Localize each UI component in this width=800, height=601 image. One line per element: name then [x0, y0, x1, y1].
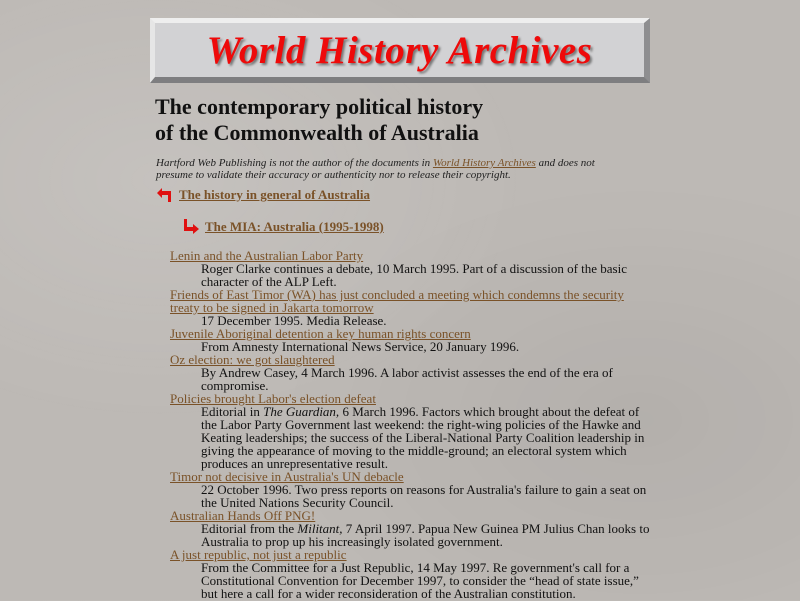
description-text: From Amnesty International News Service, 20 January 1996.	[201, 339, 520, 354]
arrow-down-right-icon	[183, 219, 199, 235]
entry-description	[201, 561, 655, 600]
entry-link[interactable]: Friends of East Timor (WA) has just concluded a meeting which condemns the security treaty to be signed in Jakarta tomorrow	[170, 287, 624, 315]
disclaimer-text-end: and does not presume to validate their accuracy or authenticity nor to release their copyright.	[156, 157, 595, 181]
entry-description	[201, 366, 655, 392]
nav-down	[183, 219, 384, 235]
description-text: 7 April 1997. Papua New Guinea PM Julius Chan looks to Australia to prop up his increasingly isolated government.	[201, 521, 650, 549]
entry-link[interactable]: Juvenile Aboriginal detention a key human rights concern	[170, 326, 471, 341]
page-title	[155, 94, 483, 146]
entry-link[interactable]: Oz election: we got slaughtered	[170, 352, 335, 367]
entry-description	[201, 522, 655, 548]
disclaimer-text: Hartford Web Publishing is not the author of the documents in	[156, 157, 433, 169]
description-text: Militant,	[297, 521, 343, 536]
description-text: From the Committee for a Just Republic, 14 May 1997. Re government's call for a Constitutional Convention for December 1997, to consider the “head of state issue,” but here a call for a wider reconsideration of the Australian constitution.	[201, 560, 639, 601]
banner-title: World History Archives	[206, 28, 593, 72]
entry-description	[201, 483, 655, 509]
mia-australia-link[interactable]: The MIA: Australia (1995-1998)	[205, 219, 384, 234]
description-text: Editorial from the	[201, 521, 298, 536]
entry-link[interactable]: Policies brought Labor's election defeat	[170, 391, 376, 406]
entry-link[interactable]: Lenin and the Australian Labor Party	[170, 248, 364, 263]
description-text: 22 October 1996. Two press reports on reasons for Australia's failure to gain a seat on the United Nations Security Council.	[201, 482, 647, 510]
entry-link[interactable]: Timor not decisive in Australia's UN debacle	[170, 469, 404, 484]
description-text: 6 March 1996. Factors which brought about the defeat of the Labor Party Government last weekend: the right-wing policies of the Hawke and Keating leaderships; the success of the Liberal-National Party Coalition leadership in giving the appearance of moving to the middle-ground; an electoral system which produces an unrepresentative result.	[201, 404, 645, 471]
title-line-2: of the Commonwealth of Australia	[155, 120, 479, 145]
description-text: The Guardian,	[263, 404, 340, 419]
entry-link[interactable]: Australian Hands Off PNG!	[170, 508, 316, 523]
description-text: Editorial in	[201, 404, 264, 419]
history-general-australia-link[interactable]: The history in general of Australia	[179, 187, 371, 202]
document-list	[170, 249, 655, 600]
entry-link[interactable]: A just republic, not just a republic	[170, 547, 347, 562]
description-text: By Andrew Casey, 4 March 1996. A labor activist assesses the end of the era of compromise.	[201, 365, 613, 393]
world-history-archives-link[interactable]: World History Archives	[432, 157, 536, 169]
disclaimer	[156, 157, 626, 181]
title-line-1: The contemporary political history	[155, 94, 484, 119]
nav-up	[157, 187, 370, 203]
description-text: Roger Clarke continues a debate, 10 March 1995. Part of a discussion of the basic character of the ALP Left.	[201, 261, 627, 289]
entry-description	[201, 262, 655, 288]
arrow-up-left-icon	[157, 187, 173, 203]
description-text: 17 December 1995. Media Release.	[201, 313, 387, 328]
site-banner[interactable]	[150, 18, 650, 83]
entry-title	[170, 288, 655, 314]
entry-description	[201, 405, 655, 470]
